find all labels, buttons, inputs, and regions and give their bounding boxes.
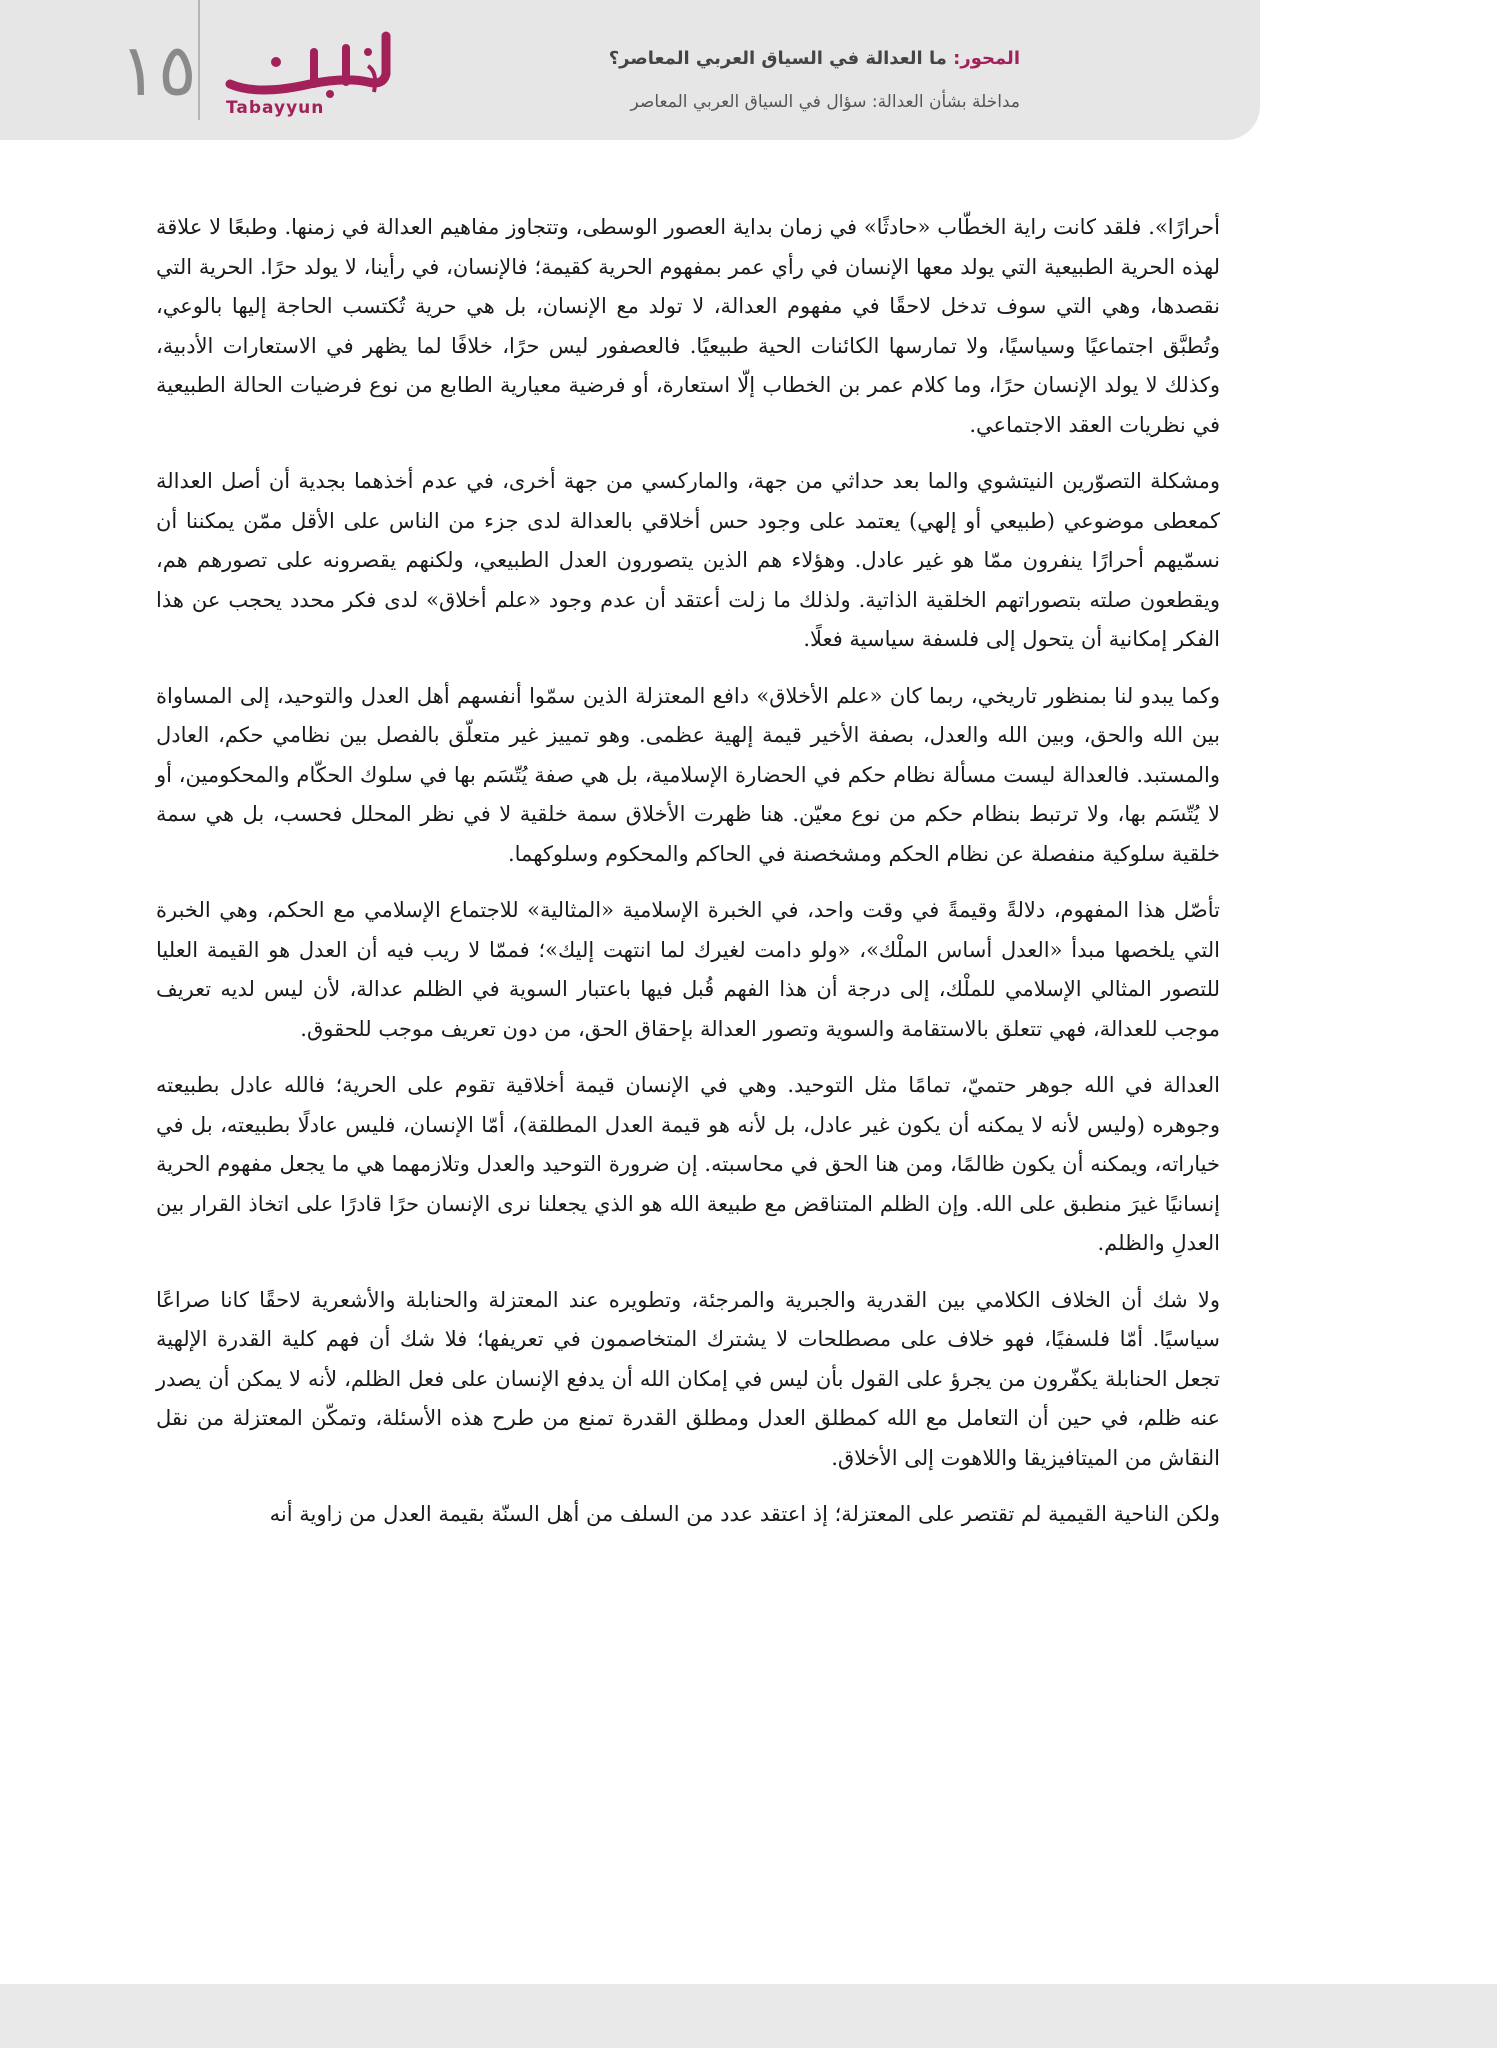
page-footer <box>0 1984 1497 2048</box>
logo-latin: Tabayyun <box>226 98 325 118</box>
logo-mark-icon <box>218 22 393 102</box>
header-divider <box>198 0 200 120</box>
paragraph: ولكن الناحية القيمية لم تقتصر على المعتزلة؛ إذ اعتقد عدد من السلف من أهل السنّة بقيمة العدل من زاوية أنه <box>269 1502 1220 1526</box>
page-number: ١٥ <box>119 28 197 112</box>
section-title-text: ما العدالة في السياق العربي المعاصر؟ <box>608 48 954 69</box>
journal-logo <box>218 22 393 126</box>
article-title: مداخلة بشأن العدالة: سؤال في السياق العربي المعاصر <box>630 92 1020 112</box>
paragraph: العدالة في الله جوهر حتميّ، تمامًا مثل التوحيد. وهي في الإنسان قيمة أخلاقية تقوم على الحرية؛ فالله عادل بطبيعته وجوهره (وليس لأنه لا يمكنه أن يكون غير عادل، بل لأنه هو قيمة العدل المطلقة)، أمّا الإنسان، فليس عادلًا بطبيعته، بل في خياراته، ويمكنه أن يكون ظالمًا، ومن هنا الحق في محاسبته. إن ضرورة التوحيد والعدل وتلازمهما هي ما يجعل مفهوم الحرية إنسانيًا غيرَ منطبق على الله. وإن الظلم المتناقض مع طبيعة الله هو الذي يجعلنا نرى الإنسان حرًا قادرًا على اتخاذ القرار بين العدلِ والظلم. <box>156 1073 1220 1255</box>
paragraph: تأصّل هذا المفهوم، دلالةً وقيمةً في وقت واحد، في الخبرة الإسلامية «المثالية» للاجتماع الإسلامي مع الحكم، وهي الخبرة التي يلخصها مبدأ «العدل أساس الملْك»، «ولو دامت لغيرك لما انتهت إليك»؛ فممّا لا ريب فيه أن العدل هو القيمة العليا للتصور المثالي الإسلامي للملْك، إلى درجة أن هذا الفهم قُبل فيها باعتبار السوية في الظلم عدالة، لأن ليس لديه تعريف موجب للعدالة، فهي تتعلق بالاستقامة والسوية وتصور العدالة بإحقاق الحق، من دون تعريف موجب للحقوق. <box>156 898 1220 1041</box>
paragraph: وكما يبدو لنا بمنظور تاريخي، ربما كان «علم الأخلاق» دافع المعتزلة الذين سمّوا أنفسهم أهل العدل والتوحيد، إلى المساواة بين الله والحق، وبين الله والعدل، بصفة الأخير قيمة إلهية عظمى. وهو تمييز غير متعلّق بالفصل بين نظامي حكم، العادل والمستبد. فالعدالة ليست مسألة نظام حكم في الحضارة الإسلامية، بل هي صفة يُتّسَم بها في سلوك الحكّام والمحكومين، أو لا يُتّسَم بها، ولا ترتبط بنظام حكم من نوع معيّن. هنا ظهرت الأخلاق سمة خلقية لا في نظر المحلل فحسب، بل هي سمة خلقية سلوكية منفصلة عن نظام الحكم ومشخصنة في الحاكم والمحكوم وسلوكهما. <box>156 683 1220 866</box>
section-title <box>609 48 1020 69</box>
page-header <box>0 0 1260 140</box>
paragraph: ومشكلة التصوّرين النيتشوي والما بعد حداثي من جهة، والماركسي من جهة أخرى، في عدم أخذهما بجدية أن أصل العدالة كمعطى موضوعي (طبيعي أو إلهي) يعتمد على وجود حس أخلاقي بالعدالة لدى جزء من الناس على الأقل ممّن يمكننا أن نسمّيهم أحرارًا ينفرون ممّا هو غير عادل. وهؤلاء هم الذين يتصورون العدل الطبيعي، ولكنهم يقصرونه على تصورهم هم، ويقطعون صلته بتصوراتهم الخلقية الذاتية. ولذلك ما زلت أعتقد أن عدم وجود «علم أخلاق» لدى فكر محدد يحجب عن هذا الفكر إمكانية أن يتحول إلى فلسفة سياسية فعلًا. <box>156 469 1220 651</box>
article-body <box>156 208 1220 1552</box>
section-label: المحور: <box>953 48 1020 69</box>
paragraph: أحرارًا». فلقد كانت راية الخطّاب «حادثًا» في زمان بداية العصور الوسطى، وتتجاوز مفاهيم العدالة في زمنها. وطبعًا لا علاقة لهذه الحرية الطبيعية التي يولد معها الإنسان في رأي عمر بمفهوم الحرية كقيمة؛ فالإنسان، في رأينا، لا يولد حرًا. الحرية التي نقصدها، وهي التي سوف تدخل لاحقًا في مفهوم العدالة، لا تولد مع الإنسان، بل هي حرية تُكتسب الحاجة إليها بالوعي، وتُطبَّق اجتماعيًا وسياسيًا، ولا تمارسها الكائنات الحية طبيعيًا. فالعصفور ليس حرًا، خلافًا لما يظهر في الاستعارات الأدبية، وكذلك لا يولد الإنسان حرًا، وما كلام عمر بن الخطاب إلّا استعارة، أو فرضية معيارية الطابع من نوع فرضيات الحالة الطبيعية في نظريات العقد الاجتماعي. <box>156 215 1220 437</box>
paragraph: ولا شك أن الخلاف الكلامي بين القدرية والجبرية والمرجئة، وتطويره عند المعتزلة والحنابلة والأشعرية لاحقًا كانا صراعًا سياسيًا. أمّا فلسفيًا، فهو خلاف على مصطلحات لا يشترك المتخاصمون في تعريفها؛ فلا شك أن فهم كلية القدرة الإلهية تجعل الحنابلة يكفّرون من يجرؤ على القول بأن ليس في إمكان الله أن يدفع الإنسان على فعل الظلم، لأنه لا يمكن أن يصدر عنه ظلم، في حين أن التعامل مع الله كمطلق العدل ومطلق القدرة تمنع من طرح هذه الأسئلة، وتمكّن المعتزلة من نقل النقاش من الميتافيزيقا واللاهوت إلى الأخلاق. <box>156 1287 1220 1470</box>
